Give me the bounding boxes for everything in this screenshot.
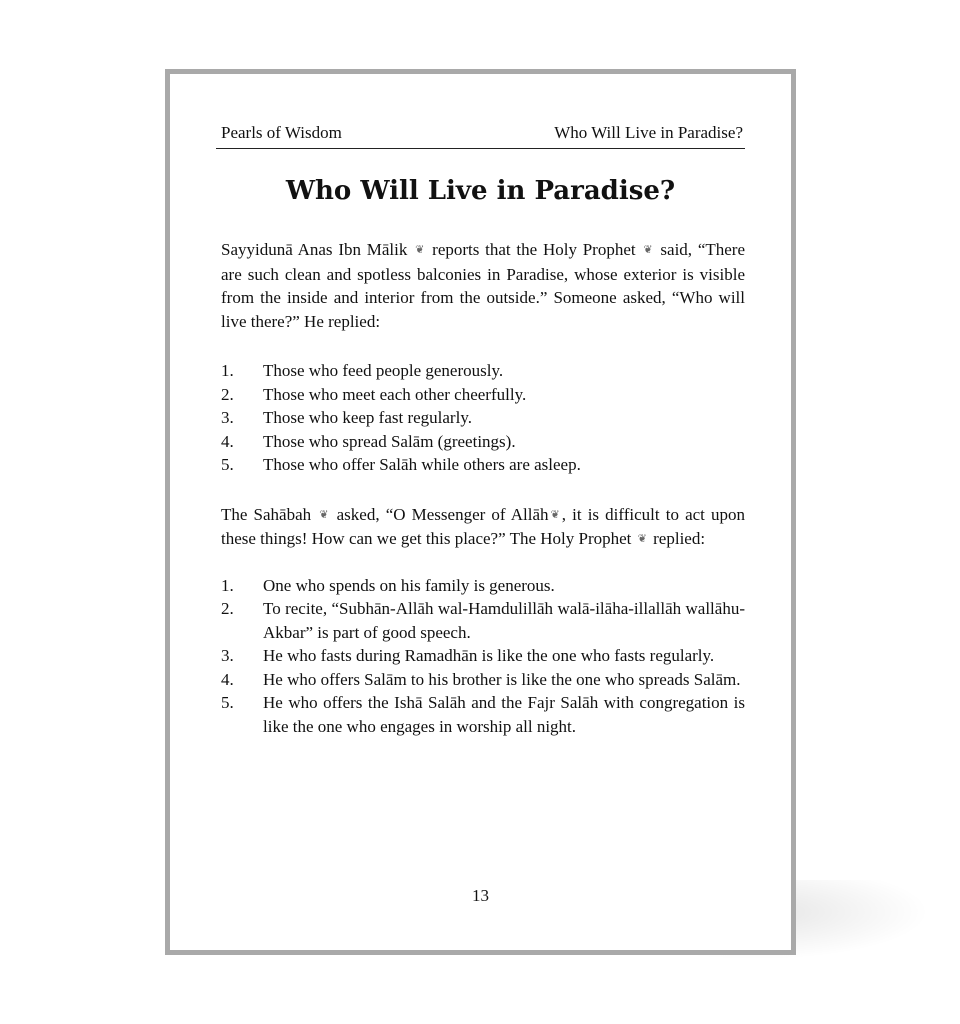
chapter-title: Who Will Live in Paradise?	[285, 176, 676, 206]
paragraph-intro	[221, 238, 745, 333]
list-item-number: 2.	[221, 599, 234, 618]
honorific-icon: ❦	[550, 508, 560, 521]
list-item-number: 3.	[221, 408, 234, 427]
answers-list	[221, 574, 745, 739]
list-item	[221, 359, 745, 383]
list-item-text: Those who offer Salāh while others are asleep.	[263, 455, 581, 474]
list-item-text: One who spends on his family is generous.	[263, 575, 555, 595]
honorific-icon: ❦	[415, 244, 425, 256]
list-item-text: He who offers Salām to his brother is like the one who spreads Salām.	[263, 669, 741, 689]
chapter-body	[221, 238, 745, 738]
para1-part-c: said, “There are such clean and spotless balconies in Paradise, whose exterior is visible from the inside and interior from the outside.” Someone asked, “Who will live there?” He replied:	[221, 240, 745, 331]
list-item-number: 3.	[221, 646, 234, 665]
list-item	[221, 383, 745, 407]
list-item	[221, 430, 745, 454]
list-item-text: He who fasts during Ramadhān is like the one who fasts regularly.	[263, 646, 715, 665]
list-item-text: Those who spread Salām (greetings).	[263, 431, 516, 451]
list-item-text: Those who keep fast regularly.	[263, 408, 472, 427]
list-item-number: 4.	[221, 669, 234, 689]
list-item-number: 1.	[221, 361, 234, 380]
list-item	[221, 691, 745, 738]
para2-part-d: replied:	[653, 529, 706, 548]
list-item-text: Those who feed people generously.	[263, 361, 504, 380]
header-chapter-title: Who Will Live in Paradise?	[554, 123, 743, 142]
header-book-title: Pearls of Wisdom	[221, 123, 342, 142]
list-item-text: He who offers the Ishā Salāh and the Fajr Salāh with congregation is like the one who engages in worship all night.	[263, 693, 745, 736]
para2-part-b: asked, “O Messenger of Allāh	[336, 504, 549, 524]
page-number: 13	[472, 886, 489, 905]
book-page	[165, 69, 796, 955]
list-item	[221, 574, 745, 598]
para1-part-b: reports that the Holy Prophet	[432, 240, 636, 259]
list-item-number: 4.	[221, 431, 234, 451]
list-item	[221, 406, 745, 430]
list-item	[221, 597, 745, 644]
list-item	[221, 668, 745, 692]
list-item-number: 5.	[221, 455, 234, 474]
paragraph-question	[221, 503, 745, 552]
list-item-text: Those who meet each other cheerfully.	[263, 384, 527, 404]
honorific-icon: ❦	[643, 244, 653, 256]
honorific-icon: ❦	[637, 533, 647, 545]
list-item-number: 1.	[221, 575, 234, 595]
list-item-number: 5.	[221, 693, 234, 712]
para1-part-a: Sayyidunā Anas Ibn Mālik	[221, 240, 408, 259]
honorific-icon: ❦	[319, 508, 329, 521]
list-item-number: 2.	[221, 384, 234, 404]
list-item-text: To recite, “Subhān-Allāh wal-Hamdulillāh walā-ilāha-illallāh wallāhu-Akbar” is part of good speech.	[263, 599, 745, 642]
para2-part-a: The Sahābah	[221, 504, 312, 524]
residents-list	[221, 359, 745, 477]
list-item	[221, 453, 745, 477]
list-item	[221, 644, 745, 668]
running-header	[216, 123, 745, 149]
para2-part-c: , it is difficult to act upon these things! How can we get this place?” The Holy Prophet	[221, 504, 746, 548]
